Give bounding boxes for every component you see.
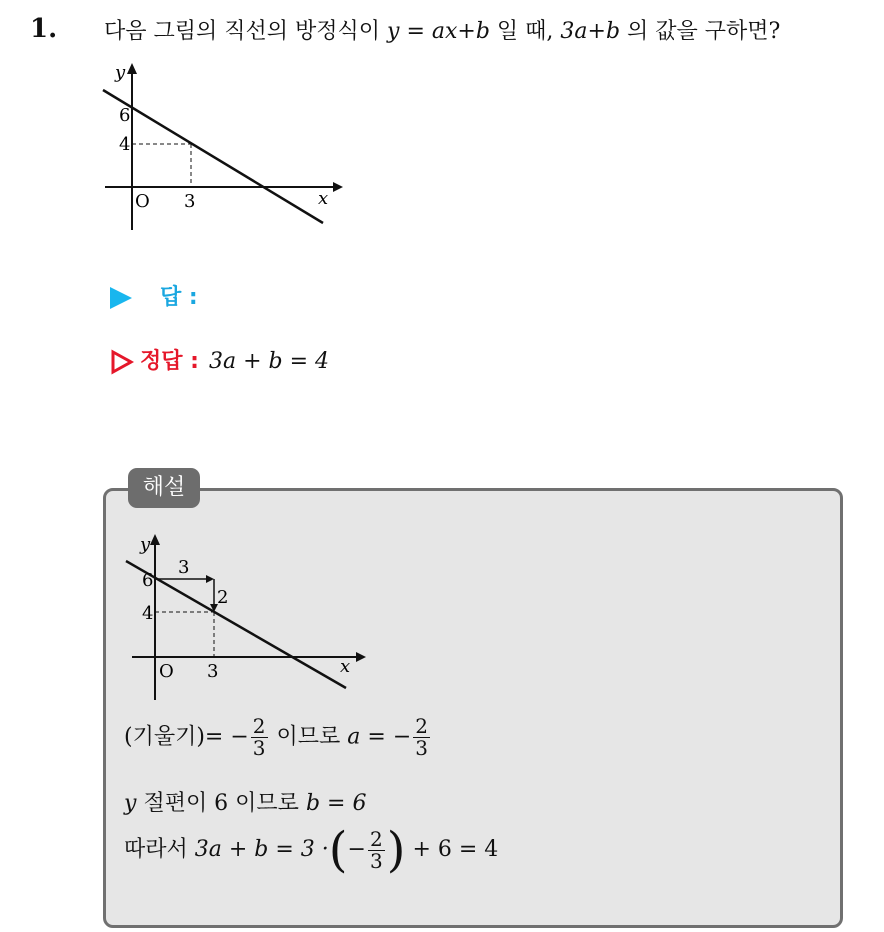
tick-label-6: 6 — [119, 105, 131, 126]
question-equation: y = ax+b — [387, 19, 490, 44]
explanation-line-result — [124, 822, 499, 878]
slope-middle: 이므로 — [276, 724, 341, 750]
intercept-prefix: y — [124, 791, 137, 816]
answer-label: 답 : — [160, 285, 198, 310]
question-text — [104, 14, 780, 45]
fraction-numerator: 2 — [252, 714, 266, 738]
intercept-expr: b = 6 — [305, 791, 367, 816]
result-expr-left: 3a + b = 3 · — [194, 837, 329, 862]
explanation-graph — [118, 528, 378, 708]
correct-answer-label: 정답 : — [140, 349, 199, 374]
x-axis-label: x — [340, 656, 351, 677]
slope-fraction-2 — [413, 716, 430, 759]
y-axis-label: y — [140, 534, 151, 555]
run-arrow-head-icon — [206, 575, 214, 583]
left-paren: ( — [328, 822, 348, 878]
result-prefix: 따라서 — [124, 837, 188, 862]
slope-prefix: (기울기)= − — [124, 724, 249, 750]
result-inner-minus: − — [347, 837, 366, 862]
slope-var: a = − — [347, 724, 412, 750]
explanation-tag: 해설 — [128, 468, 200, 508]
x-axis-arrow-icon — [333, 182, 343, 192]
fraction-numerator: 2 — [415, 714, 429, 738]
intercept-text: 절편이 6 이므로 — [143, 791, 299, 816]
x-axis-arrow-icon — [356, 652, 366, 662]
fraction-denominator: 3 — [415, 736, 429, 760]
tick-label-3: 3 — [207, 661, 219, 682]
fraction-numerator: 2 — [369, 826, 383, 851]
fraction-denominator: 3 — [252, 736, 266, 760]
tick-label-4: 4 — [119, 134, 131, 155]
fraction-denominator: 3 — [369, 848, 383, 873]
result-fraction — [368, 826, 385, 873]
question-text-before: 다음 그림의 직선의 방정식이 — [104, 19, 381, 44]
explanation-line-slope — [124, 716, 432, 759]
run-label: 3 — [178, 557, 190, 578]
tick-label-3: 3 — [184, 191, 196, 212]
y-axis-arrow-icon — [150, 534, 160, 545]
rise-label: 2 — [217, 587, 229, 608]
origin-label: O — [135, 191, 150, 212]
x-axis-label: x — [318, 188, 329, 209]
tick-label-6: 6 — [142, 570, 154, 591]
explanation-line-intercept — [124, 786, 366, 817]
outline-triangle-icon — [110, 349, 134, 375]
y-axis-label: y — [115, 62, 126, 83]
slope-fraction — [251, 716, 268, 759]
question-text-after: 의 값을 구하면? — [627, 19, 781, 44]
right-paren: ) — [386, 822, 406, 878]
play-icon — [110, 287, 132, 309]
y-axis-arrow-icon — [127, 63, 137, 74]
origin-label: O — [159, 661, 174, 682]
tick-label-4: 4 — [142, 603, 154, 624]
result-expr-right: + 6 = 4 — [412, 837, 499, 862]
question-expression: 3a+b — [560, 19, 621, 44]
answer-row — [110, 280, 198, 311]
question-number: 1. — [30, 14, 58, 44]
correct-answer-row — [110, 344, 329, 375]
question-graph — [95, 58, 355, 238]
question-text-middle: 일 때, — [496, 19, 554, 44]
correct-answer-value: 3a + b = 4 — [208, 349, 330, 374]
